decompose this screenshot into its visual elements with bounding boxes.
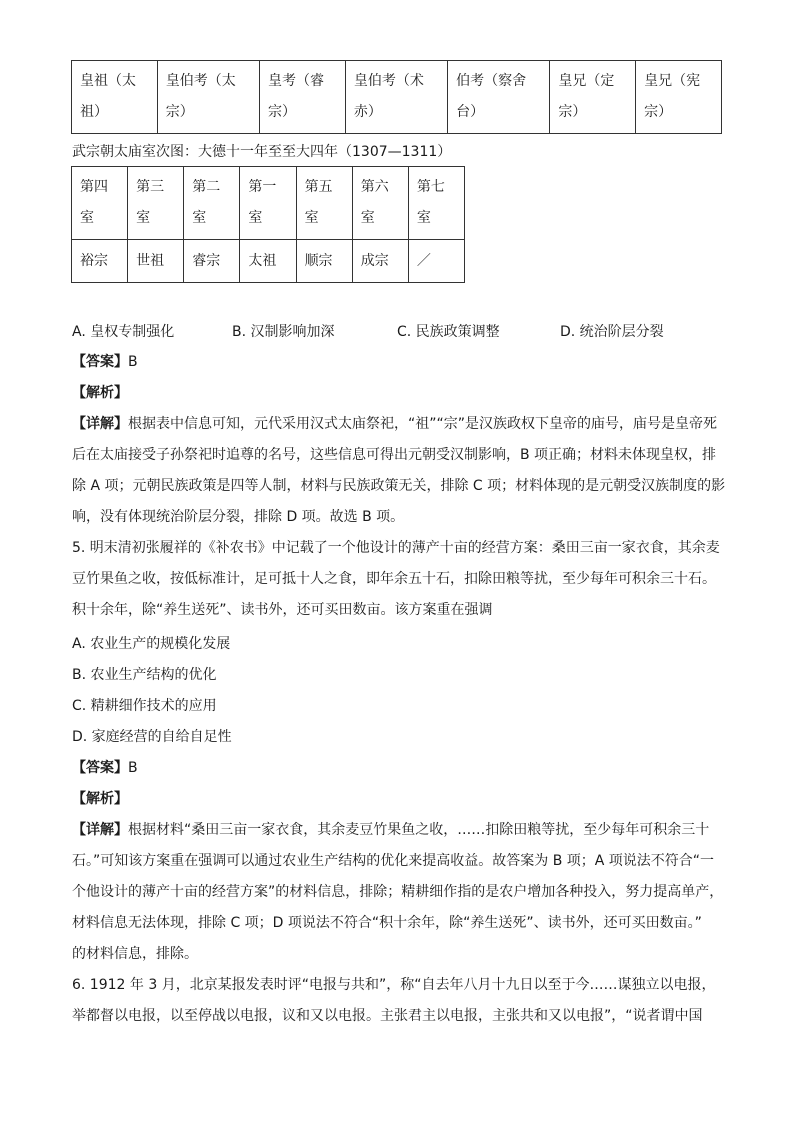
table-caption: 武宗朝太庙室次图：大德十一年至至大四年（1307—1311） xyxy=(72,144,452,160)
q4-option-a: A. 皇权专制强化 xyxy=(72,324,175,340)
answer-value: B xyxy=(128,760,138,776)
q5-analysis-label: 【解析】 xyxy=(72,791,128,807)
table1-cell-2: 皇伯考（太 宗） xyxy=(157,61,259,134)
emperor-cell-3: 睿宗 xyxy=(184,240,240,283)
room-cell-2: 第三 室 xyxy=(128,167,184,240)
emperor-cell-6: 成宗 xyxy=(352,240,408,283)
emperor-cell-2: 世祖 xyxy=(128,240,184,283)
detail-label: 【详解】 xyxy=(72,822,128,838)
q4-explain-line-4: 响，没有体现统治阶层分裂，排除 D 项。故选 B 项。 xyxy=(72,509,405,525)
q4-explain-line-1: 【详解】根据表中信息可知，元代采用汉式太庙祭祀，“祖”“宗”是汉族政权下皇帝的庙号，庙号是皇帝死 xyxy=(72,416,718,432)
q5-stem-line-1: 5. 明末清初张履祥的《补农书》中记载了一个他设计的薄产十亩的经营方案：桑田三亩一家衣食，其余麦 xyxy=(72,540,720,556)
q6-stem-line-2: 举都督以电报，以至停战以电报，议和又以电报。主张君主以电报，主张共和又以电报”，“说者谓中国 xyxy=(72,1008,703,1024)
table1-cell-4: 皇伯考（术 赤） xyxy=(345,61,447,134)
table1-cell-3: 皇考（睿 宗） xyxy=(260,61,346,134)
q4-explain-line-3: 除 A 项；元朝民族政策是四等人制，材料与民族政策无关，排除 C 项；材料体现的是元朝受汉族制度的影 xyxy=(72,478,726,494)
q4-explain-line-2: 后在太庙接受子孙祭祀时追尊的名号，这些信息可得出元朝受汉制影响，B 项正确；材料未体现皇权，排 xyxy=(72,447,717,463)
room-cell-6: 第六 室 xyxy=(352,167,408,240)
emperor-cell-5: 顺宗 xyxy=(296,240,352,283)
q5-option-d: D. 家庭经营的自给自足性 xyxy=(72,729,232,745)
temple-room-table xyxy=(71,166,465,283)
q5-option-b: B. 农业生产结构的优化 xyxy=(72,667,217,683)
answer-label: 【答案】 xyxy=(72,760,128,776)
q6-stem-line-1: 6. 1912 年 3 月，北京某报发表时评“电报与共和”，称“自去年八月十九日以至于今……谋独立以电报， xyxy=(72,977,716,993)
detail-label: 【详解】 xyxy=(72,416,128,432)
q4-analysis-label: 【解析】 xyxy=(72,385,128,401)
answer-value: B xyxy=(128,354,138,370)
room-cell-7: 第七 室 xyxy=(408,167,464,240)
q4-option-b: B. 汉制影响加深 xyxy=(232,324,335,340)
table1-cell-6: 皇兄（定 宗） xyxy=(550,61,636,134)
ancestor-title-table xyxy=(71,60,722,134)
q5-explain-line-3: 个他设计的薄产十亩的经营方案”的材料信息，排除；精耕细作指的是农户增加各种投入，努力提高单产， xyxy=(72,884,724,900)
room-cell-4: 第一 室 xyxy=(240,167,296,240)
q5-stem-line-3: 积十余年，除“养生送死”、读书外，还可买田数亩。该方案重在强调 xyxy=(72,602,493,618)
q5-option-c: C. 精耕细作技术的应用 xyxy=(72,698,217,714)
q5-explain-line-4: 材料信息无法体现，排除 C 项；D 项说法不符合“积十余年，除“养生送死”、读书外，还可买田数亩。” xyxy=(72,915,702,931)
q5-explain-line-5: 的材料信息，排除。 xyxy=(72,946,198,962)
q5-stem-line-2: 豆竹果鱼之收，按低标准计，足可抵十人之食，即年余五十石，扣除田粮等扰，至少每年可积余三十石。 xyxy=(72,571,716,587)
answer-label: 【答案】 xyxy=(72,354,128,370)
emperor-cell-4: 太祖 xyxy=(240,240,296,283)
q5-answer xyxy=(72,757,138,777)
q4-answer xyxy=(72,351,138,371)
q5-explain-line-2: 石。”可知该方案重在强调可以通过农业生产结构的优化来提高收益。故答案为 B 项；A 项说法不符合“一 xyxy=(72,853,715,869)
table1-cell-1: 皇祖（太 祖） xyxy=(72,61,158,134)
table1-cell-5: 伯考（察舍 台） xyxy=(448,61,550,134)
q4-option-d: D. 统治阶层分裂 xyxy=(560,324,664,340)
q5-option-a: A. 农业生产的规模化发展 xyxy=(72,636,231,652)
emperor-cell-7: ／ xyxy=(408,240,464,283)
room-cell-5: 第五 室 xyxy=(296,167,352,240)
table1-cell-7: 皇兄（宪 宗） xyxy=(636,61,722,134)
room-cell-1: 第四 室 xyxy=(72,167,128,240)
emperor-cell-1: 裕宗 xyxy=(72,240,128,283)
q4-option-c: C. 民族政策调整 xyxy=(397,324,500,340)
room-cell-3: 第二 室 xyxy=(184,167,240,240)
q5-explain-line-1: 【详解】根据材料“桑田三亩一家衣食，其余麦豆竹果鱼之收，……扣除田粮等扰，至少每年可积余三十 xyxy=(72,822,710,838)
